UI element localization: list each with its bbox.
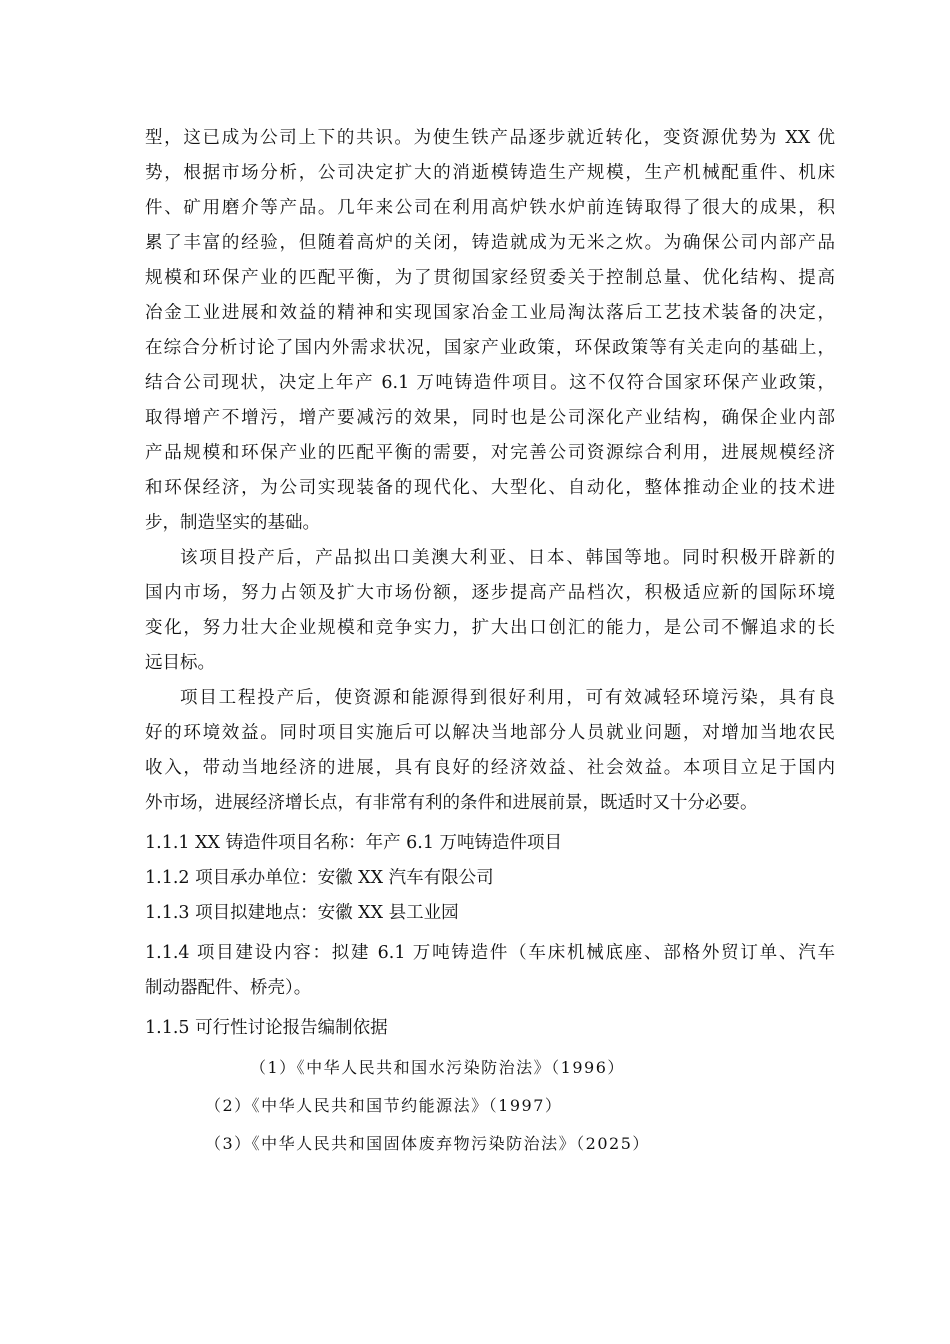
reference-item: （1）《中华人民共和国水污染防治法》（1996） xyxy=(250,1058,625,1077)
text-line: 在综合分析讨论了国内外需求状况，国家产业政策，环保政策等有关走向的基础上， xyxy=(145,338,835,358)
text-line: 累了丰富的经验，但随着高炉的关闭，铸造就成为无米之炊。为确保公司内部产品 xyxy=(145,233,835,253)
text-line: 外市场，进展经济增长点，有非常有利的条件和进展前景，既适时又十分必要。 xyxy=(145,793,758,813)
text-line: 国内市场，努力占领及扩大市场份额，逐步提高产品档次，积极适应新的国际环境 xyxy=(145,583,835,603)
item-1-1-5: 1.1.5 可行性讨论报告编制依据 xyxy=(145,1018,388,1038)
text-line: 冶金工业进展和效益的精神和实现国家冶金工业局淘汰落后工艺技术装备的决定， xyxy=(145,303,835,323)
text-line: 好的环境效益。同时项目实施后可以解决当地部分人员就业问题，对增加当地农民 xyxy=(145,723,835,743)
text-line: 和环保经济，为公司实现装备的现代化、大型化、自动化，整体推动企业的技术进 xyxy=(145,478,835,498)
item-1-1-2: 1.1.2 项目承办单位：安徽 XX 汽车有限公司 xyxy=(145,868,494,888)
text-line: 型，这已成为公司上下的共识。为使生铁产品逐步就近转化，变资源优势为 XX 优 xyxy=(145,128,835,148)
text-line: 步，制造坚实的基础。 xyxy=(145,513,320,533)
text-line: 势，根据市场分析，公司决定扩大的消逝模铸造生产规模，生产机械配重件、机床 xyxy=(145,163,835,183)
text-line: 该项目投产后，产品拟出口美澳大利亚、日本、韩国等地。同时积极开辟新的 xyxy=(180,548,835,568)
item-1-1-4: 1.1.4 项目建设内容：拟建 6.1 万吨铸造件（车床机械底座、部格外贸订单、汽车 xyxy=(145,943,835,963)
text-line: 远目标。 xyxy=(145,653,215,673)
text-line: 结合公司现状，决定上年产 6.1 万吨铸造件项目。这不仅符合国家环保产业政策， xyxy=(145,373,835,393)
reference-item: （3）《中华人民共和国固体废弃物污染防治法》（2025） xyxy=(205,1134,650,1153)
text-line: 取得增产不增污，增产要减污的效果，同时也是公司深化产业结构，确保企业内部 xyxy=(145,408,835,428)
text-line: 件、矿用磨介等产品。几年来公司在利用高炉铁水炉前连铸取得了很大的成果，积 xyxy=(145,198,835,218)
reference-item: （2）《中华人民共和国节约能源法》（1997） xyxy=(205,1096,563,1115)
item-1-1-3: 1.1.3 项目拟建地点：安徽 XX 县工业园 xyxy=(145,903,459,923)
item-1-1-1: 1.1.1 XX 铸造件项目名称：年产 6.1 万吨铸造件项目 xyxy=(145,833,563,853)
text-line: 规模和环保产业的匹配平衡，为了贯彻国家经贸委关于控制总量、优化结构、提高 xyxy=(145,268,835,288)
text-line: 变化，努力壮大企业规模和竞争实力，扩大出口创汇的能力，是公司不懈追求的长 xyxy=(145,618,835,638)
text-line: 产品规模和环保产业的匹配平衡的需要，对完善公司资源综合利用，进展规模经济 xyxy=(145,443,835,463)
text-line: 收入，带动当地经济的进展，具有良好的经济效益、社会效益。本项目立足于国内 xyxy=(145,758,835,778)
text-line: 项目工程投产后，使资源和能源得到很好利用，可有效减轻环境污染，具有良 xyxy=(180,688,835,708)
item-1-1-4-continued: 制动器配件、桥壳）。 xyxy=(145,978,312,998)
